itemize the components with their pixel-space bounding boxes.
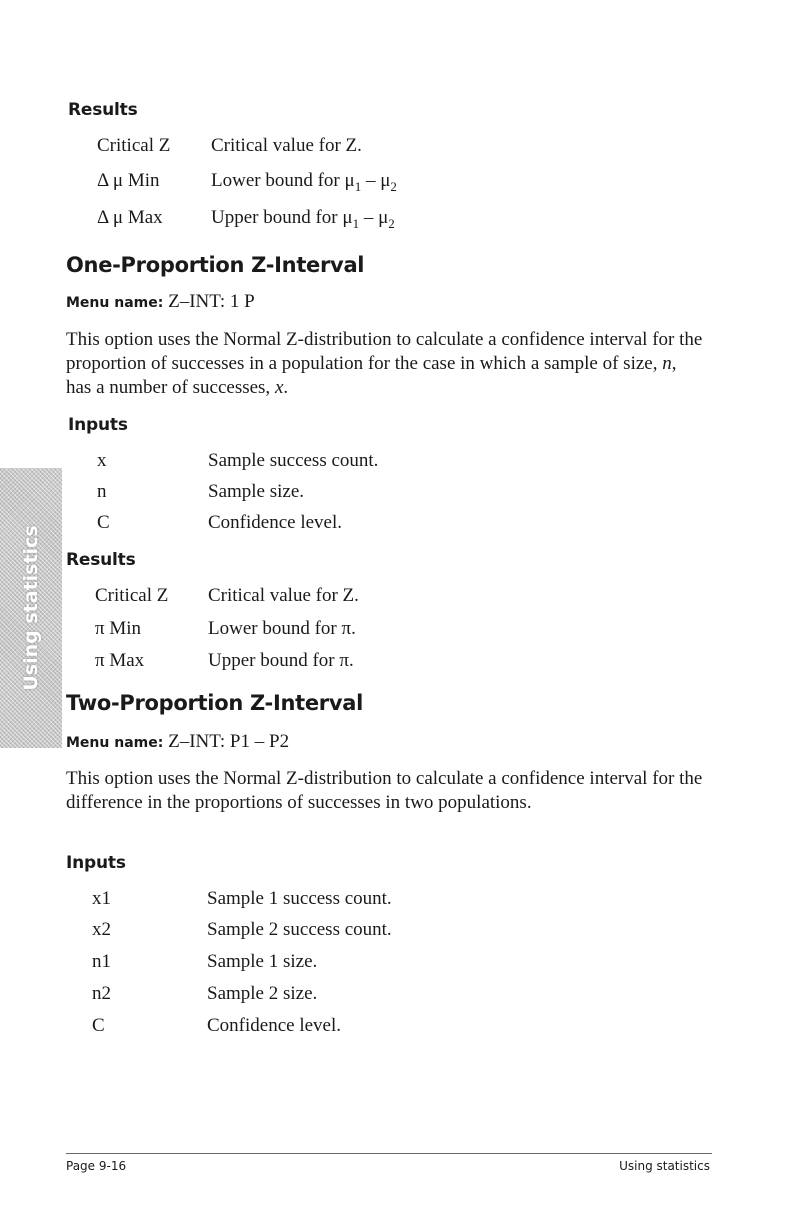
chapter-side-tab-label: Using statistics: [20, 525, 42, 691]
definition-desc: Upper bound for π.: [208, 650, 354, 671]
definition-desc: Sample 1 success count.: [207, 888, 392, 909]
definition-term: Critical Z: [97, 135, 171, 156]
definition-desc: Sample 1 size.: [207, 951, 318, 972]
definition-desc: Confidence level.: [208, 512, 343, 533]
menu-name: [66, 731, 289, 753]
definition-term: n1: [92, 951, 111, 972]
description-paragraph: This option uses the Normal Z-distribution to calculate a confidence interval for the difference in the proportions of successes in two populations.: [66, 768, 703, 813]
section-title: Two-Proportion Z-Interval: [66, 691, 364, 715]
definition-term: Critical Z: [95, 585, 169, 606]
definition-term: n2: [92, 983, 111, 1004]
definition-desc: Upper bound for $\mu_1 - \mu_2$: [211, 207, 395, 231]
section-title: One-Proportion Z-Interval: [66, 253, 365, 277]
menu-name-label: Menu name:: [66, 735, 164, 751]
definition-term: C: [92, 1015, 105, 1036]
description-paragraph: This option uses the Normal Z-distribution to calculate a confidence interval for the proportion of successes in a population for the case in which a sample of size, n, has a number of successes, x.: [66, 329, 703, 398]
definition-desc: Confidence level.: [207, 1015, 342, 1036]
definition-term: π Max: [95, 650, 145, 671]
menu-name-value: Z–INT: 1 P: [168, 291, 255, 312]
inputs-heading: Inputs: [68, 415, 128, 435]
definition-desc: Sample 2 success count.: [207, 919, 392, 940]
definition-desc: Sample size.: [208, 481, 305, 502]
page-number: Page 9-16: [66, 1159, 127, 1173]
definition-term: n: [97, 481, 107, 502]
definition-term: Δ μ Max: [97, 207, 163, 228]
inputs-heading: Inputs: [66, 853, 126, 873]
definition-term: π Min: [95, 618, 142, 639]
menu-name-label: Menu name:: [66, 295, 164, 311]
chapter-name: Using statistics: [619, 1159, 710, 1173]
definition-term: x: [97, 450, 107, 471]
definition-term: x2: [92, 919, 111, 940]
results-heading: Results: [66, 550, 136, 570]
definition-desc: Sample success count.: [208, 450, 379, 471]
definition-desc: Lower bound for $\mu_1 - \mu_2$: [211, 170, 397, 194]
menu-name-value: Z–INT: P1 – P2: [168, 731, 290, 752]
definition-desc: Critical value for Z.: [208, 585, 359, 606]
chapter-side-tab: [0, 468, 62, 748]
definition-desc: Lower bound for π.: [208, 618, 356, 639]
definition-desc: Sample 2 size.: [207, 983, 318, 1004]
definition-term: Δ μ Min: [97, 170, 160, 191]
definition-term: x1: [92, 888, 111, 909]
footer-rule: [66, 1153, 712, 1154]
menu-name: [66, 291, 255, 313]
definition-term: C: [97, 512, 110, 533]
results-heading: Results: [68, 100, 138, 120]
definition-desc: Critical value for Z.: [211, 135, 362, 156]
